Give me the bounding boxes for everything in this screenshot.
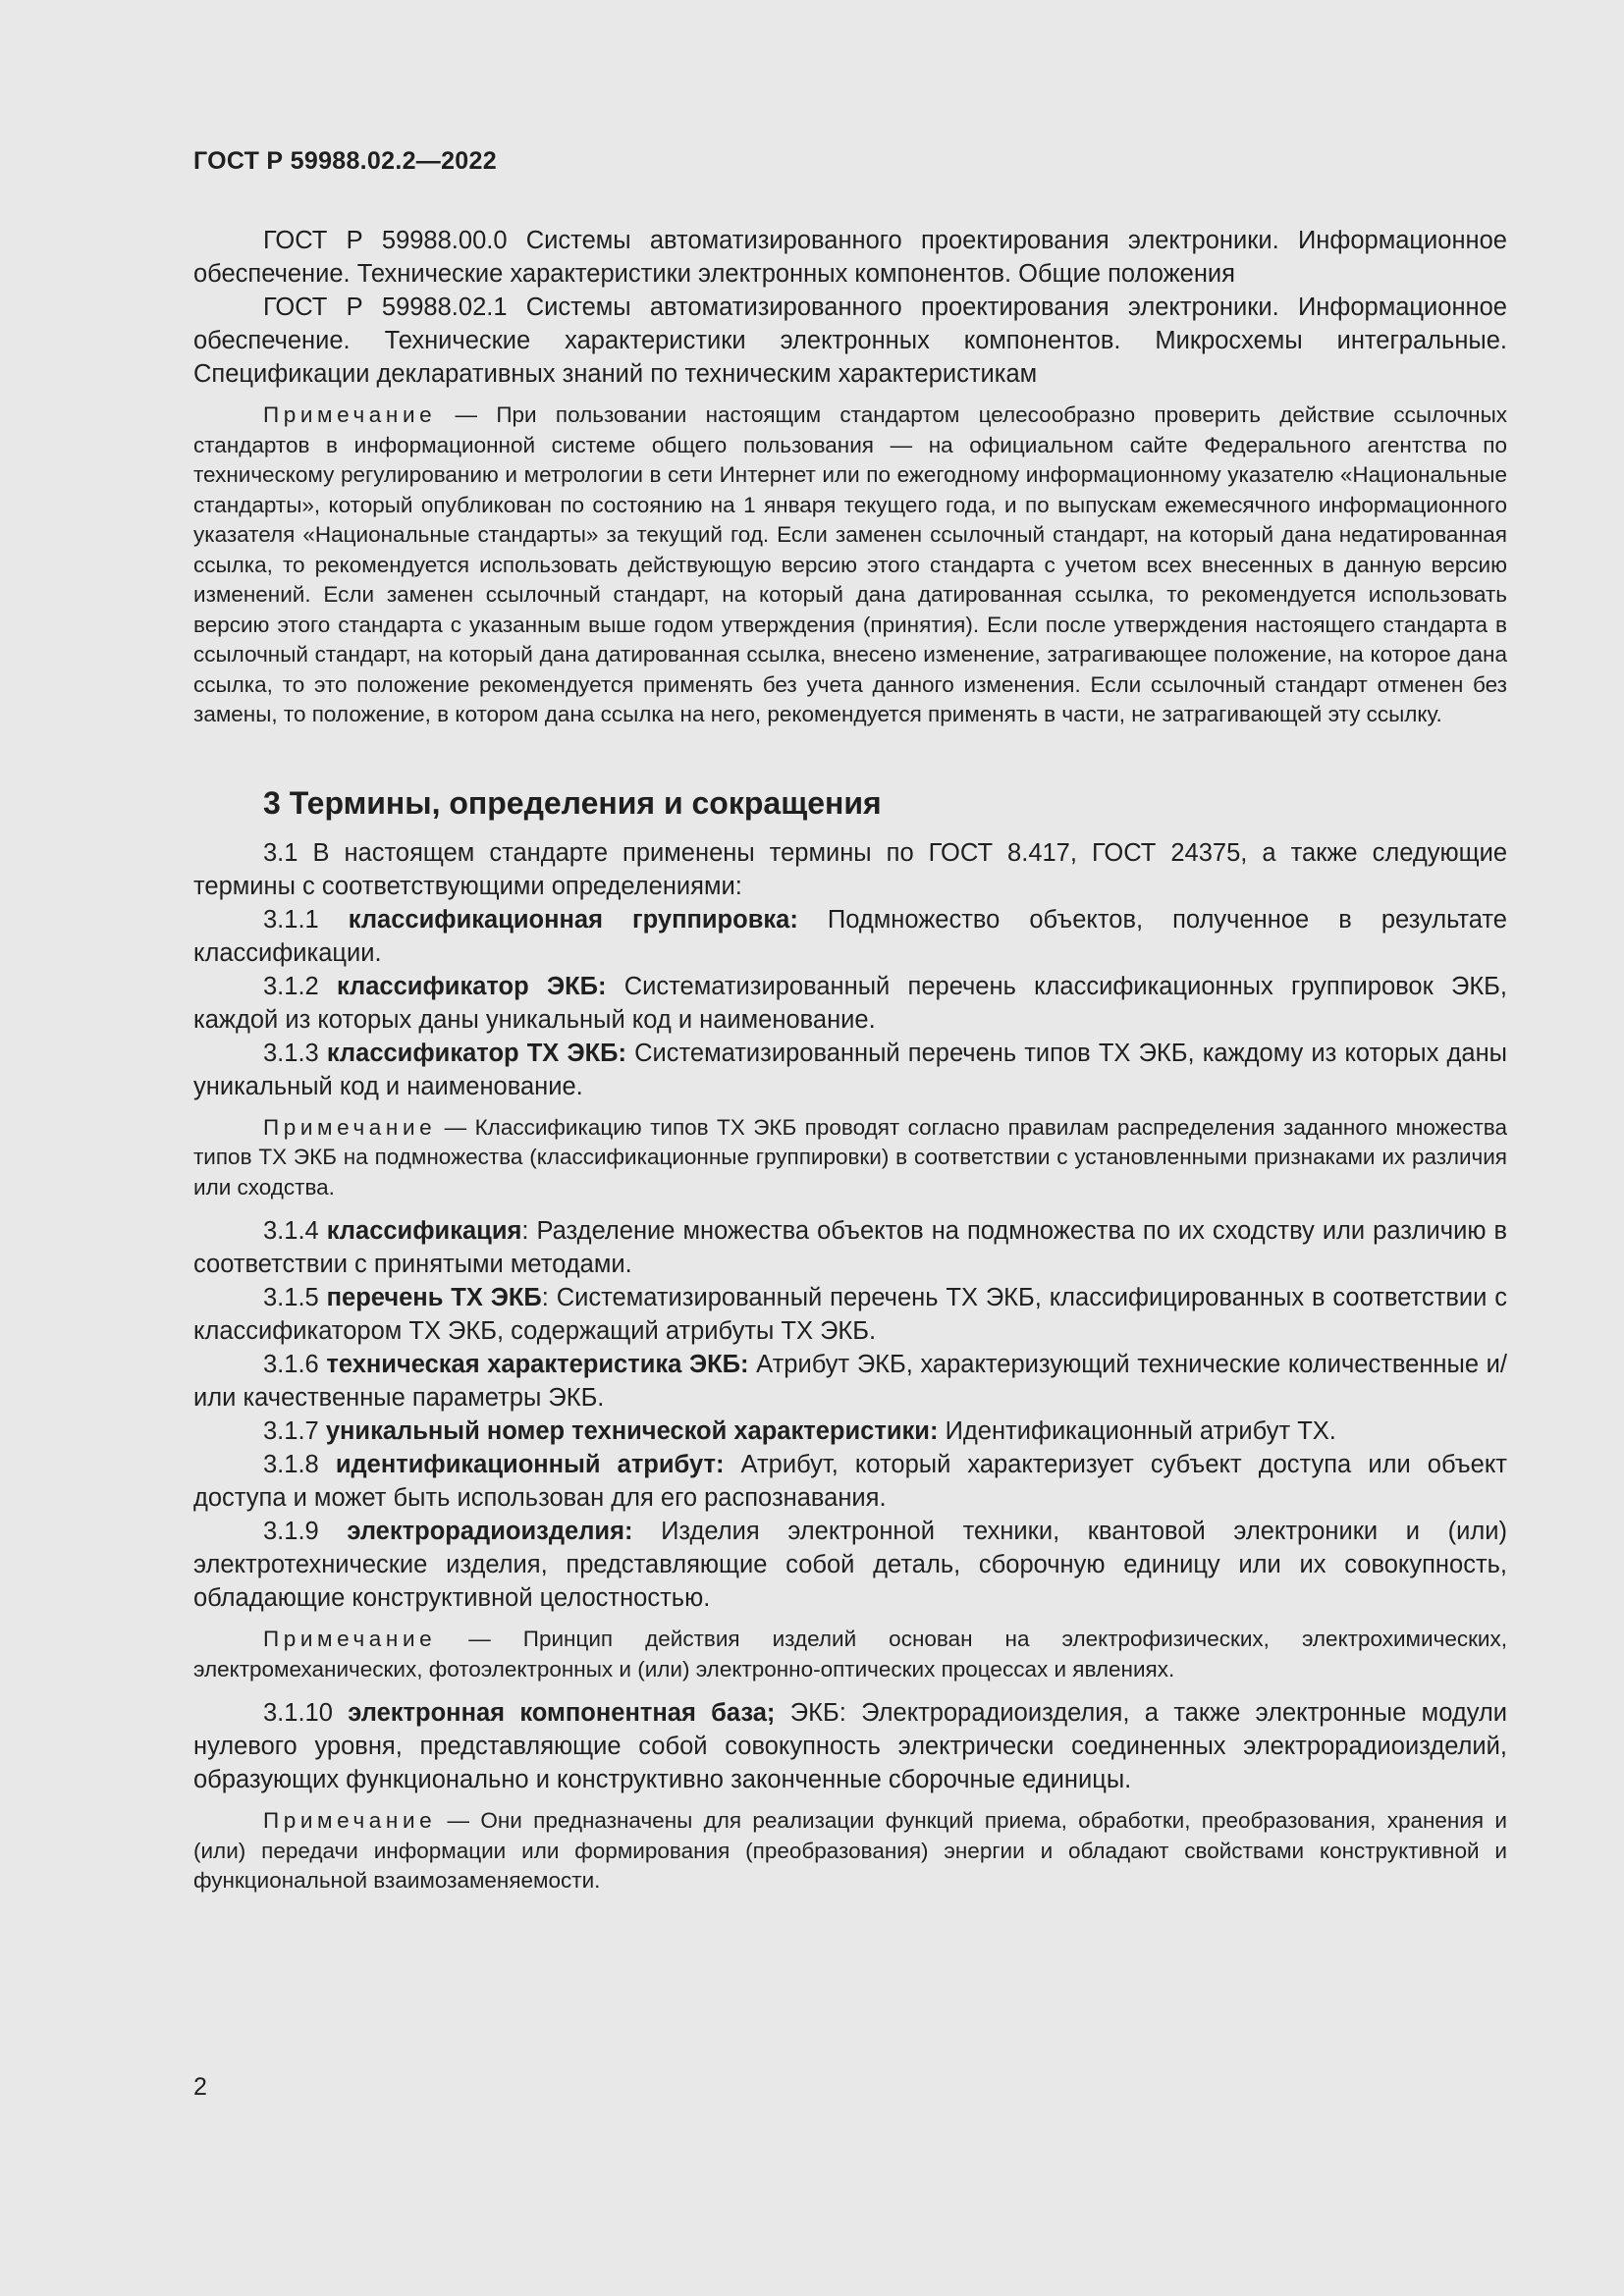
note-text: — При пользовании настоящим стандартом целесообразно проверить действие ссылочных стандартов в информационной системе общего пользования — на официальном сайте Федерального агентства по техническому регулированию и метрологии в сети Интернет или по ежегодному информационному указателю «Национальные стандарты», который опубликован по состоянию на 1 января текущего года, и по выпускам ежемесячного информационного указателя «Национальные стандарты» за текущий год. Если заменен ссылочный стандарт, на который дана недатированная ссылка, то рекомендуется использовать действующую версию этого стандарта с учетом всех внесенных в данную версию изменений. Если заменен ссылочный стандарт, на который дана датированная ссылка, то рекомендуется использовать версию этого стандарта с указанным выше годом утверждения (принятия). Если после утверждения настоящего стандарта в ссылочный стандарт, на который дана датированная ссылка, внесено изменение, затрагивающее положение, на которое дана ссылка, то это положение рекомендуется применять без учета данного изменения. Если ссылочный стандарт отменен без замены, то положение, в котором дана ссылка на него, рекомендуется применять в части, не затрагивающей эту ссылку. [193, 402, 1507, 726]
term-number: 3.1.3 [263, 1039, 319, 1067]
term-number: 3.1.9 [263, 1518, 319, 1545]
term-number: 3.1.5 [263, 1284, 319, 1311]
term-name: уникальный номер технической характеристики: [325, 1417, 939, 1445]
term-item [193, 903, 1507, 970]
term-item [193, 1214, 1507, 1281]
term-name: перечень ТХ ЭКБ [326, 1284, 542, 1311]
note-term-319 [193, 1625, 1507, 1684]
term-number: 3.1.1 [263, 905, 319, 934]
term-number: 3.1.8 [263, 1451, 319, 1478]
page-body [193, 224, 1507, 1896]
term-definition: Подмножество объектов, полученное в результате классификации. [193, 905, 1507, 967]
term-name: техническая характеристика ЭКБ: [326, 1351, 749, 1378]
reference-item: ГОСТ Р 59988.02.1 Системы автоматизированного проектирования электроники. Информационное обеспечение. Технические характеристики электронных компонентов. Микросхемы интегральные. Спецификации декларативных знаний по техническим характеристикам [193, 294, 1507, 388]
term-name: классификатор ТХ ЭКБ: [326, 1039, 626, 1067]
term-definition: ЭКБ: Электрорадиоизделия, а также электронные модули нулевого уровня, представляющие собой совокупность электрически соединенных электрорадиоизделий, образующих функционально и конструктивно законченные сборочные единицы. [193, 1699, 1508, 1793]
term-definition: Изделия электронной техники, квантовой электроники и (или) электротехнические изделия, представляющие собой деталь, сборочную единицу или их совокупность, обладающие конструктивной целостностью. [193, 1518, 1507, 1612]
term-item [193, 1415, 1507, 1448]
term-name: классификация [326, 1217, 522, 1245]
term-name: классификатор ЭКБ: [336, 972, 607, 1000]
term-definition: Систематизированный перечень классификационных группировок ЭКБ, каждой из которых даны уникальный код и наименование. [193, 972, 1508, 1034]
term-item [193, 1696, 1507, 1796]
note-text: — Они предназначены для реализации функций приема, обработки, преобразования, хранения и (или) передачи информации или формирования (преобразования) энергии и обладают свойствами конструктивной и функциональной взаимозаменяемости. [193, 1808, 1507, 1893]
note-label: Примечание [263, 1808, 437, 1833]
term-number: 3.1.4 [263, 1217, 319, 1245]
term-number: 3.1.6 [263, 1351, 319, 1378]
term-item [193, 1348, 1507, 1415]
note-term-313 [193, 1113, 1507, 1203]
term-name: электронная компонентная база; [348, 1699, 776, 1727]
term-definition: Идентификационный атрибут ТХ. [945, 1417, 1336, 1445]
term-name: электрорадиоизделия: [347, 1518, 633, 1545]
document-code-header: ГОСТ Р 59988.02.2—2022 [193, 147, 497, 175]
note-label: Примечание [263, 1627, 437, 1651]
term-item [193, 1515, 1507, 1615]
note-text: — Классификацию типов ТХ ЭКБ проводят согласно правилам распределения заданного множества типов ТХ ЭКБ на подмножества (классификационные группировки) в соответствии с установленными признаками их различия или сходства. [193, 1114, 1507, 1200]
note-label: Примечание [263, 1114, 437, 1140]
term-definition: : Разделение множества объектов на подмножества по их сходству или различию в соответствии с принятыми методами. [193, 1217, 1507, 1278]
term-definition: Атрибут ЭКБ, характеризующий технические количественные и/или качественные параметры ЭКБ. [193, 1351, 1507, 1412]
note-references [193, 400, 1507, 730]
term-name: идентификационный атрибут: [335, 1451, 725, 1478]
section-title: 3 Термины, определения и сокращения [263, 784, 882, 821]
term-definition: : Систематизированный перечень ТХ ЭКБ, классифицированных в соответствии с классификатором ТХ ЭКБ, содержащий атрибуты ТХ ЭКБ. [193, 1284, 1507, 1345]
reference-item: ГОСТ Р 59988.00.0 Системы автоматизированного проектирования электроники. Информационное обеспечение. Технические характеристики электронных компонентов. Общие положения [193, 227, 1507, 288]
term-number: 3.1.7 [263, 1417, 319, 1445]
term-definition: Систематизированный перечень типов ТХ ЭКБ, каждому из которых даны уникальный код и наименование. [193, 1039, 1507, 1100]
section-intro: 3.1 В настоящем стандарте применены термины по ГОСТ 8.417, ГОСТ 24375, а также следующие термины с соответствующими определениями: [193, 838, 1507, 900]
term-item [193, 1281, 1507, 1348]
term-number: 3.1.10 [263, 1699, 333, 1727]
term-item [193, 1448, 1507, 1515]
term-item [193, 1037, 1507, 1103]
note-term-3110 [193, 1806, 1507, 1896]
term-name: классификационная группировка: [348, 905, 798, 934]
term-number: 3.1.2 [263, 972, 319, 1000]
page-number: 2 [193, 2073, 207, 2101]
note-label: Примечание [263, 402, 437, 427]
term-definition: Атрибут, который характеризует субъект доступа или объект доступа и может быть использован для его распознавания. [193, 1451, 1507, 1512]
term-item [193, 970, 1507, 1037]
note-text: — Принцип действия изделий основан на электрофизических, электрохимических, электромеханических, фотоэлектронных и (или) электронно-оптических процессах и явлениях. [193, 1627, 1507, 1682]
